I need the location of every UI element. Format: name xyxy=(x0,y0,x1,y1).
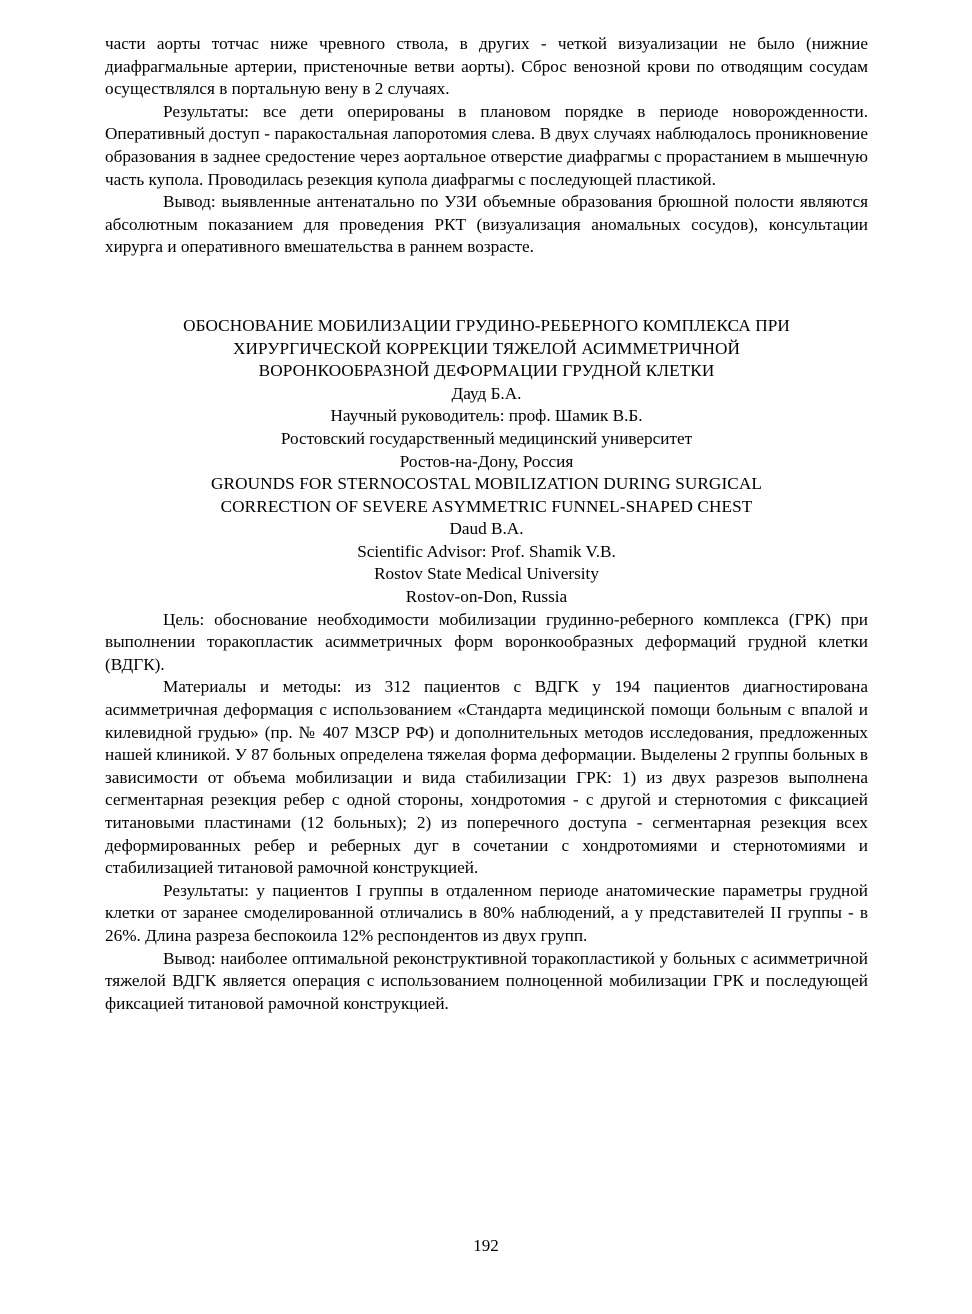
article-conclusion: Вывод: наиболее оптимальной реконструктивной торакопластикой у больных с асимметричной тяжелой ВДГК является операция с использованием полноценной мобилизации ГРК и последующей фиксацией титановой рамочной конструкцией. xyxy=(105,948,868,1013)
article-methods: Материалы и методы: из 312 пациентов с ВДГК у 194 пациентов диагностирована асимметричная деформация с использованием «Стандарта медицинской помощи больным с впалой и килевидной грудью» (пр. № 407 МЗСР РФ) и дополнительных методов исследования, предложенных нашей клиникой. У 87 больных определена тяжелая форма деформации. Выделены 2 группы больных в зависимости от объема мобилизации и вида стабилизации ГРК: 1) из двух разрезов выполнена сегментарная резекция ребер с одной стороны, хондротомия - с другой и стернотомия с фиксацией титановыми пластинами (12 больных); 2) из поперечного доступа - сегментарная резекция всех деформированных ребер и реберных дуг в сочетании с хондротомиями и стернотомиями и стабилизацией титановой рамочной конструкцией. xyxy=(105,677,868,878)
prev-article-conclusion: Вывод: выявленные антенатально по УЗИ объемные образования брюшной полости являются абсолютным показанием для проведения РКТ (визуализация аномальных сосудов), консультации хирурга и оперативного вмешательства в раннем возрасте. xyxy=(105,192,868,257)
university-en: Rostov State Medical University xyxy=(374,564,599,584)
prev-article-results: Результаты: все дети оперированы в плановом порядке в периоде новорожденности. Оперативный доступ - паракостальная лапоротомия слева. В двух случаях наблюдалось проникновение образования в заднее средостение через аортальное отверстие диафрагмы с прорастанием в мышечную часть купола. Проводилась резекция купола диафрагмы с последующей пластикой. xyxy=(105,101,868,189)
city-en: Rostov-on-Don, Russia xyxy=(405,587,568,607)
section-gap xyxy=(105,259,868,315)
author-ru: Дауд Б.А. xyxy=(451,383,522,403)
article-aim: Цель: обоснование необходимости мобилизации грудинно-реберного комплекса (ГРК) при выполнении торакопластик асимметричных форм воронкообразных деформаций грудной клетки (ВДГК). xyxy=(105,609,868,674)
document-page xyxy=(105,33,868,1015)
article-title-ru-line-1: ОБОСНОВАНИЕ МОБИЛИЗАЦИИ ГРУДИНО-РЕБЕРНОГО КОМПЛЕКСА ПРИ xyxy=(183,315,790,335)
author-en: Daud B.A. xyxy=(449,519,524,539)
advisor-ru: Научный руководитель: проф. Шамик В.Б. xyxy=(330,406,643,426)
article-title-en-line-1: GROUNDS FOR STERNOCOSTAL MOBILIZATION DURING SURGICAL xyxy=(211,474,762,494)
university-ru: Ростовский государственный медицинский университет xyxy=(280,428,693,448)
article-results: Результаты: у пациентов I группы в отдаленном периоде анатомические параметры грудной клетки от заранее смоделированной отличались в 80% наблюдений, а у представителей II группы - в 26%. Длина разреза беспокоила 12% респондентов из двух групп. xyxy=(105,880,868,945)
prev-article-continuation: части аорты тотчас ниже чревного ствола, в других - четкой визуализации не было (нижние диафрагмальные артерии, пристеночные ветви аорты). Сброс венозной крови по отводящим сосудам осуществлялся в портальную вену в 2 случаях. xyxy=(105,34,868,99)
city-ru: Ростов-на-Дону, Россия xyxy=(399,451,574,471)
article-title-en-line-2: CORRECTION OF SEVERE ASYMMETRIC FUNNEL-SHAPED CHEST xyxy=(220,496,753,516)
page-number: 192 xyxy=(473,1236,499,1255)
article-title-ru-line-3: ВОРОНКООБРАЗНОЙ ДЕФОРМАЦИИ ГРУДНОЙ КЛЕТКИ xyxy=(258,361,715,381)
article-title-ru-line-2: ХИРУРГИЧЕСКОЙ КОРРЕКЦИИ ТЯЖЕЛОЙ АСИММЕТРИЧНОЙ xyxy=(232,338,740,358)
advisor-en: Scientific Advisor: Prof. Shamik V.B. xyxy=(357,541,616,561)
